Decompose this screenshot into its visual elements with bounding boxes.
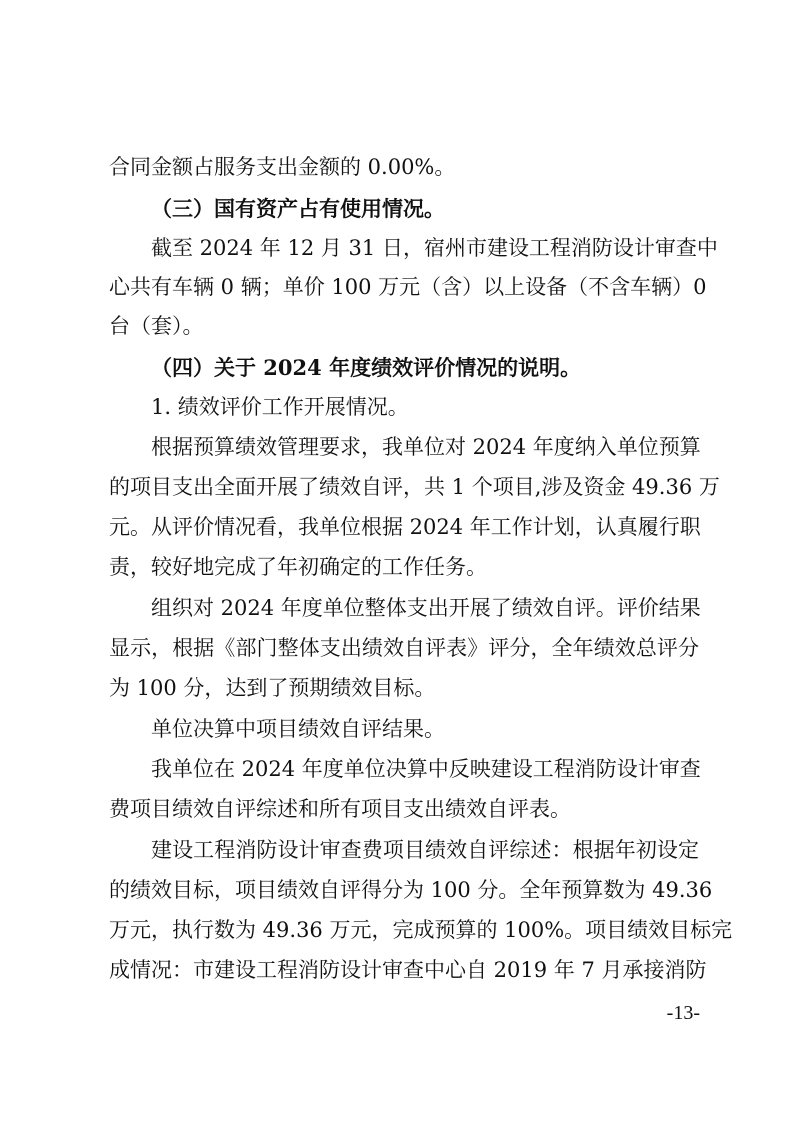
paragraph-line: 根据预算绩效管理要求，我单位对 2024 年度纳入单位预算 (151, 435, 701, 459)
paragraph-line: 截至 2024 年 12 月 31 日，宿州市建设工程消防设计审查中 (151, 236, 718, 260)
paragraph-line: 的项目支出全面开展了绩效自评，共 1 个项目,涉及资金 49.36 万 (109, 475, 720, 499)
paragraph-line: 元。从评价情况看，我单位根据 2024 年工作计划，认真履行职 (109, 515, 701, 539)
section-heading-assets: （三）国有资产占有使用情况。 (151, 196, 445, 221)
section-heading-performance: （四）关于 2024 年度绩效评价情况的说明。 (151, 355, 582, 380)
paragraph-line: 为 100 分，达到了预期绩效目标。 (109, 676, 436, 700)
paragraph-line: 心共有车辆 0 辆；单价 100 万元（含）以上设备（不含车辆）0 (109, 275, 707, 299)
paragraph-line: 单位决算中项目绩效自评结果。 (151, 717, 445, 741)
paragraph-line: 费项目绩效自评综述和所有项目支出绩效自评表。 (109, 797, 571, 821)
paragraph-line: 的绩效目标，项目绩效自评得分为 100 分。全年预算数为 49.36 (109, 878, 713, 902)
paragraph-line: 显示，根据《部门整体支出绩效自评表》评分，全年绩效总评分 (109, 636, 699, 660)
paragraph-line: 万元，执行数为 49.36 万元，完成预算的 100%。项目绩效目标完 (109, 918, 733, 942)
page-number: -13- (666, 1002, 700, 1024)
paragraph-line: 责，较好地完成了年初确定的工作任务。 (109, 555, 487, 579)
paragraph-line: 组织对 2024 年度单位整体支出开展了绩效自评。评价结果 (151, 596, 701, 620)
paragraph-line: 成情况：市建设工程消防设计审查中心自 2019 年 7 月承接消防 (109, 958, 707, 982)
subsection-heading: 1. 绩效评价工作开展情况。 (151, 395, 409, 419)
paragraph-line: 台（套）。 (109, 314, 204, 338)
paragraph-line: 建设工程消防设计审查费项目绩效自评综述：根据年初设定 (151, 838, 699, 862)
paragraph-line: 我单位在 2024 年度单位决算中反映建设工程消防设计审查 (151, 757, 701, 781)
paragraph-line: 合同金额占服务支出金额的 0.00%。 (109, 155, 456, 179)
